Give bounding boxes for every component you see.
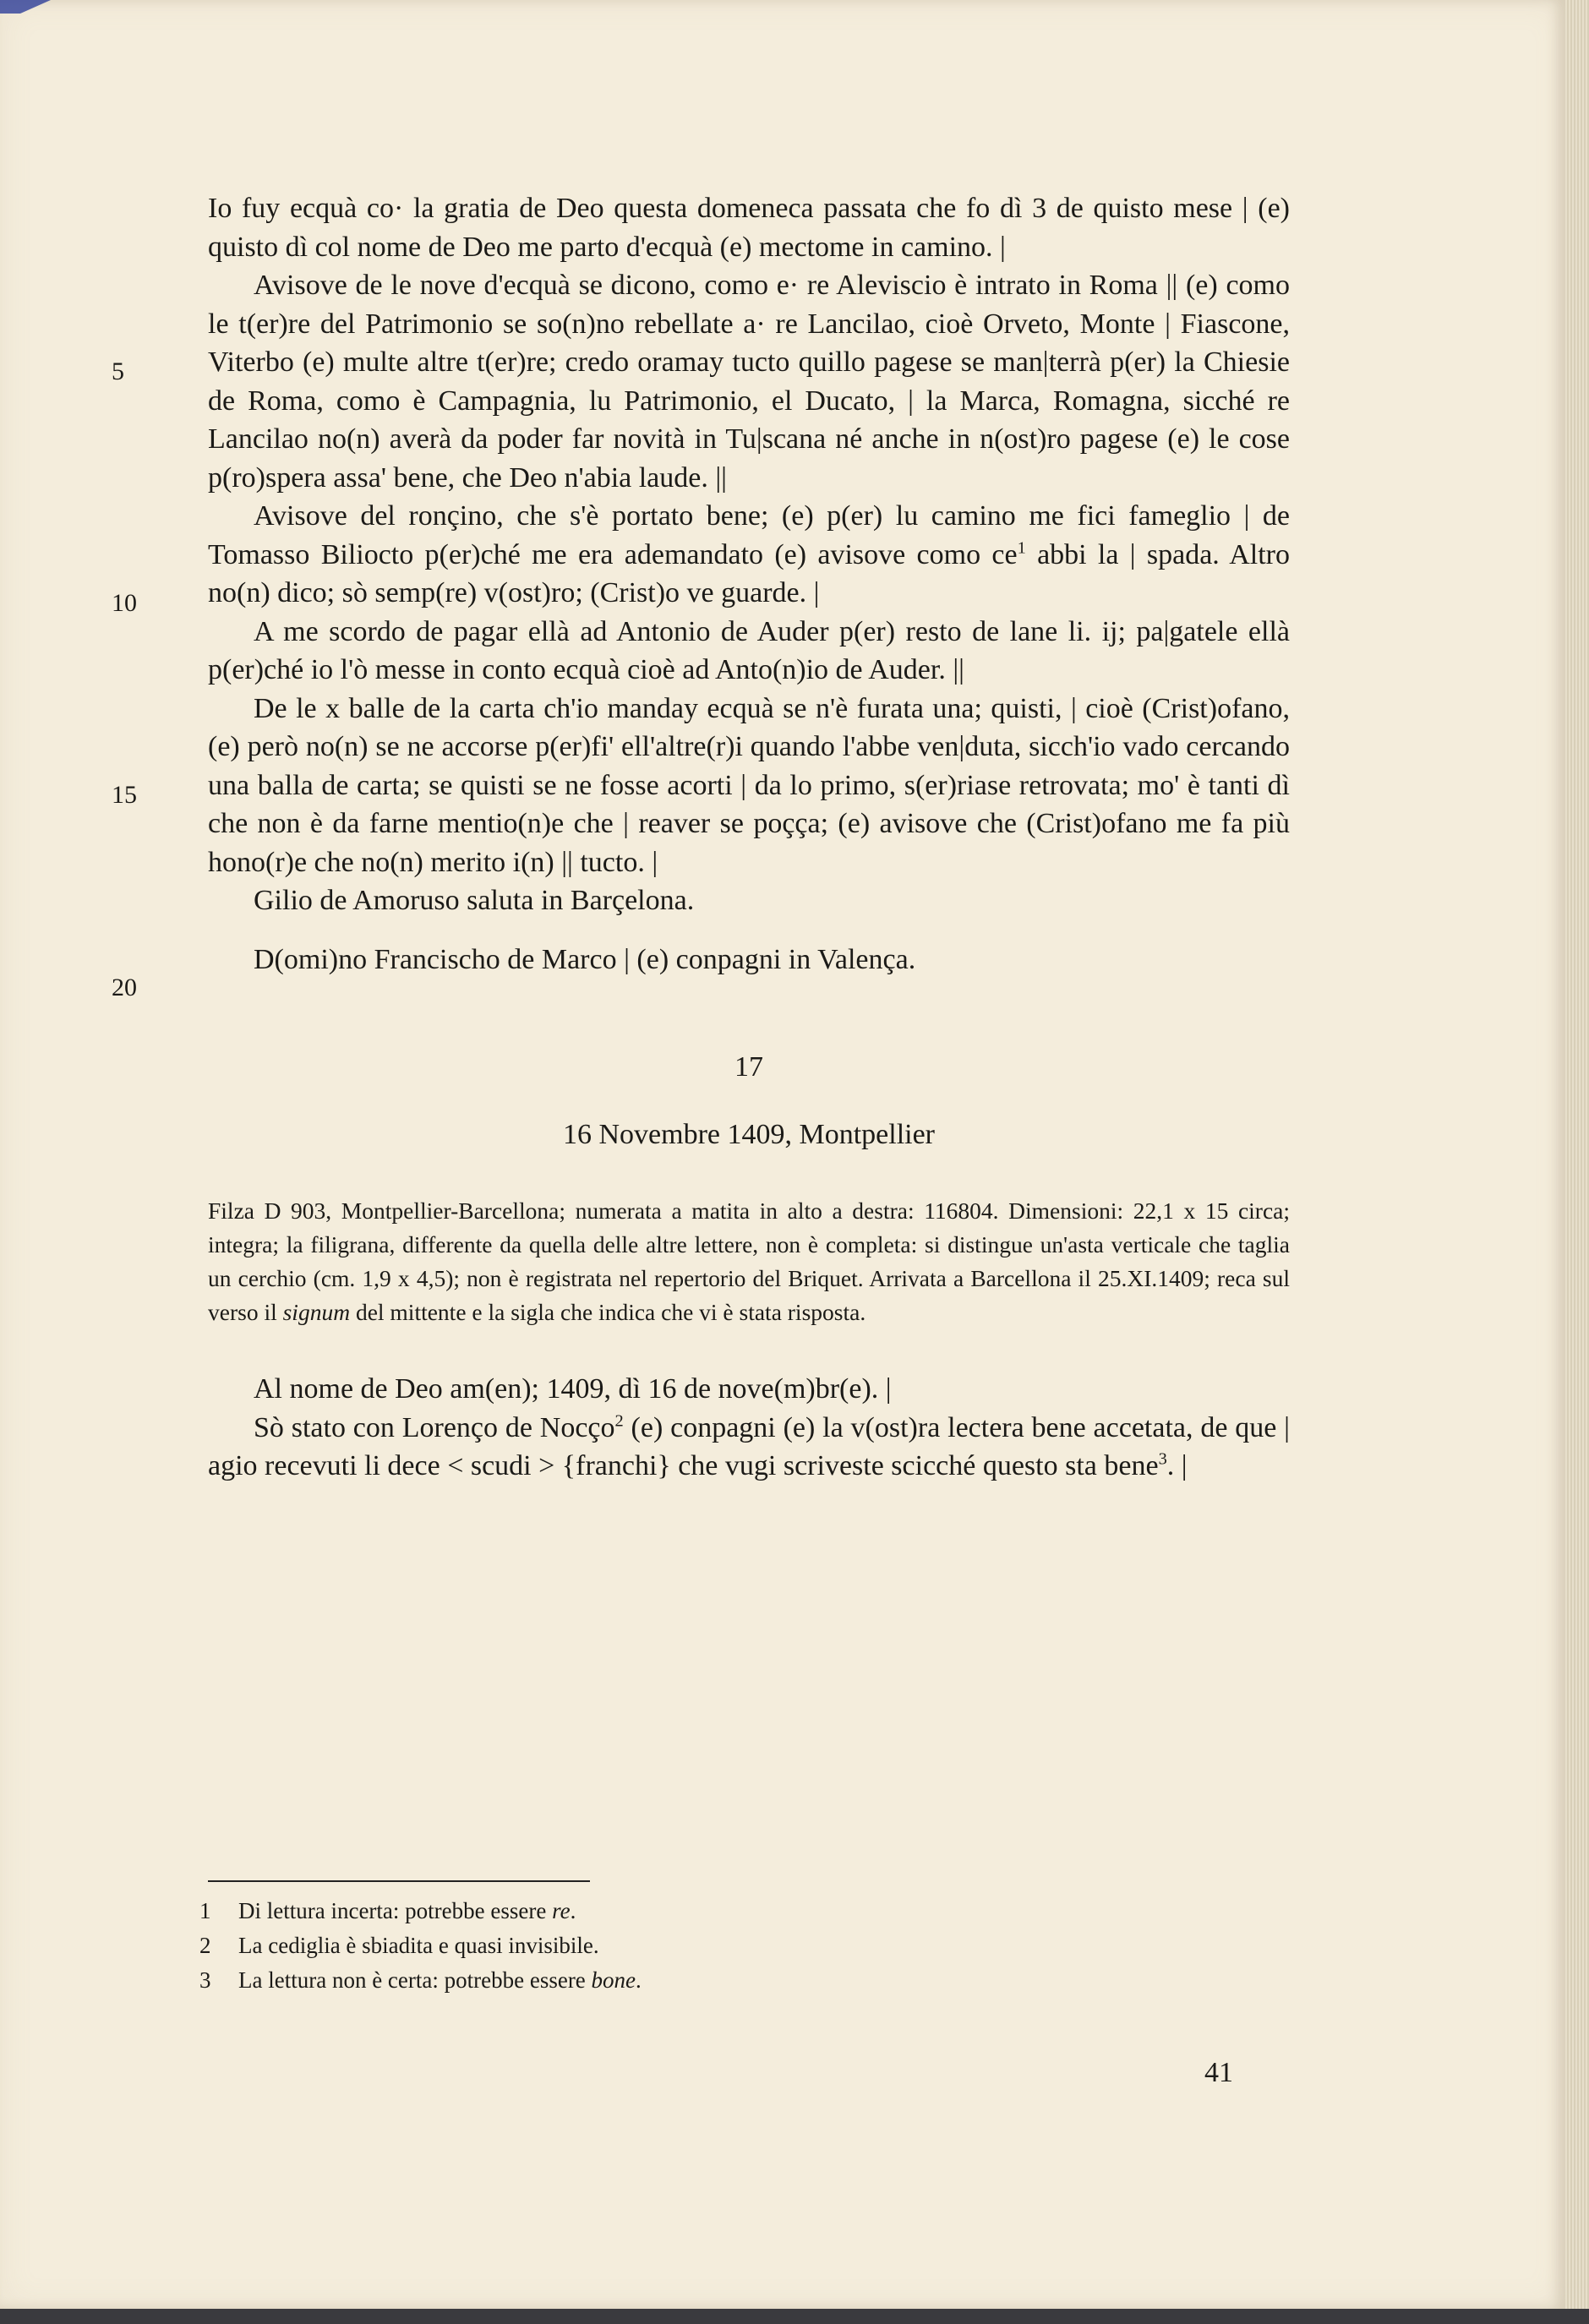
- letter-number: 17: [734, 1051, 763, 1083]
- letter16-paragraph-2: Avisove de le nove d'ecquà se dicono, como e· re Aleviscio è intrato in Roma || (e) como le t(er)re del Patrimonio se so(n)no rebellate a· re Lancilao, cioè Orveto, Monte | Fiascone, Viterbo (e) multe altre t(er)re; credo oramay tucto quillo pagese se man|terrà p(er) la Chiesie de Roma, como è Campagnia, lu Patrimonio, el Ducato, | la Marca, Romagna, sicché re Lancilao no(n) averà da poder far novità in Tu|scana né anche in n(ost)ro pagese (e) le cose p(ro)spera assa' bene, che Deo n'abia laude. ||: [208, 270, 1290, 494]
- footnote-ref-1: 1: [1017, 538, 1026, 558]
- footnote-1: 1 Di lettura incerta: potrebbe essere re.: [199, 1898, 576, 1923]
- footnote-ref-2: 2: [614, 1411, 624, 1431]
- letter16-greeting: Gilio de Amoruso saluta in Barçelona.: [254, 885, 695, 916]
- footnote-2: 2 La cediglia è sbiadita e quasi invisibile.: [199, 1933, 599, 1958]
- line-number-10: 10: [112, 589, 137, 617]
- letter16-paragraph-4: A me scordo de pagar ellà ad Antonio de Auder p(er) resto de lane li. ij; pa|gatele ellà p(er)ché io l'ò messe in conto ecquà cioè ad Anto(n)io de Auder. ||: [208, 615, 1290, 685]
- footnote-3: 3 La lettura non è certa: potrebbe essere bone.: [199, 1967, 642, 1993]
- letter16-paragraph-5: De le x balle de la carta ch'io manday ecquà se n'è furata una; quisti, | cioè (Crist)ofano, (e) però no(n) se ne accorse p(er)fi' ell'altre(r)i quando l'abbe ven|duta, sicch'io vado cercando una balla de carta; se quisti se ne fosse acorti | da lo primo, s(er)riase retrovata; mo' è tanti dì che non è da farne mentio(n)e che | reaver se poçça; (e) avisove che (Crist)ofano me fa più hono(r)e che no(n) merito i(n) || tucto. |: [208, 692, 1290, 878]
- letter16-address: D(omi)no Francischo de Marco | (e) conpagni in Valença.: [254, 943, 916, 975]
- letter16-paragraph-1: Io fuy ecquà co· la gratia de Deo questa domeneca passata che fo dì 3 de quisto mese | (e) quisto dì col nome de Deo me parto d'ecquà (e) mectome in camino. |: [208, 193, 1290, 263]
- letter17-paragraph-2: Sò stato con Lorenço de Nocço$^2$ (e) conpagni (e) la v(ost)ra lectera bene accetata, de que | agio recevuti li dece < scudi > {franchi} che vugi scriveste scicché questo sta bene$^3$. |: [208, 1411, 1290, 1481]
- footnotes: [199, 1894, 1214, 1998]
- line-number-5: 5: [112, 357, 124, 385]
- line-number-20: 20: [112, 974, 137, 1001]
- p3-text-before: Avisove del ronçino, che s'è portato bene; (e) p(er) lu camino me fici fameglio | de Tomasso Biliocto p(er)ché me era ademandato (e) avisove como ce: [208, 500, 1290, 570]
- line-number-15: 15: [112, 781, 137, 809]
- page-edge: [1565, 0, 1589, 2324]
- footnote-ref-3: 3: [1158, 1449, 1167, 1469]
- signum-italic: signum: [282, 1299, 351, 1325]
- p3-text-after: abbi la | spada. Altro no(n) dico; sò semp(re) v(ost)ro; (Crist)o ve guarde. |: [208, 538, 1290, 608]
- letter17-opening: Al nome de Deo am(en); 1409, dì 16 de nove(m)br(e). |: [254, 1373, 892, 1405]
- footnote-divider: [208, 1880, 590, 1882]
- letter-date-place: 16 Novembre 1409, Montpellier: [562, 1118, 936, 1150]
- main-text: [208, 189, 1290, 1486]
- page-number: 41: [1204, 2057, 1233, 2088]
- letter16-paragraph-3: [208, 497, 1290, 613]
- archival-description: Filza D 903, Montpellier-Barcellona; numerata a matita in alto a destra: 116804. Dimensioni: 22,1 x 15 circa; integra; la filigrana, differente da quella delle altre lettere, non è completa: si distingue un'asta verticale che taglia un cerchio (cm. 1,9 x 4,5); non è registrata nel repertorio del Briquet. Arrivata a Barcellona il 25.XI.1409; reca sul verso il signum del mittente e la sigla che indica che vi è stata risposta.: [208, 1197, 1290, 1325]
- bottom-edge: [0, 2309, 1589, 2324]
